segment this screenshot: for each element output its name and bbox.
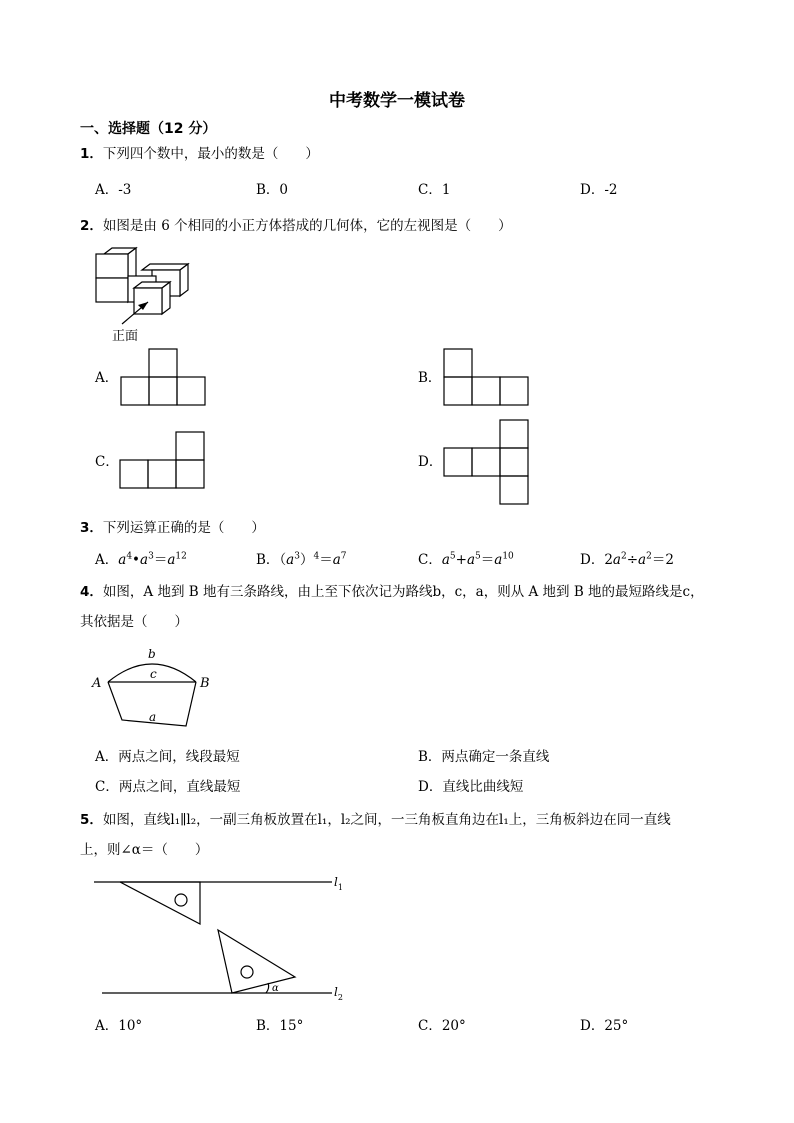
question-5 [80, 810, 740, 830]
q2-option-c[interactable]: C． [95, 454, 119, 470]
question-number: 5． [80, 812, 103, 828]
q3-option-b[interactable]: B．$(a^3)^4=a^7$ [256, 551, 347, 568]
route-b-label: b [148, 647, 156, 661]
q4-option-a[interactable]: A．两点之间，线段最短 [95, 749, 240, 765]
section-heading: 一、选择题（12 分） [80, 121, 217, 137]
q1-option-d[interactable]: D．-2 [580, 182, 618, 198]
q5-option-c[interactable]: C．20° [418, 1018, 466, 1034]
q5-option-b[interactable]: B．15° [256, 1018, 304, 1034]
question-4 [80, 582, 740, 602]
angle-alpha-label: α [272, 983, 279, 994]
q3-option-d[interactable]: D．$2a^2\div a^2=2$ [580, 551, 674, 568]
q1-option-b[interactable]: B．0 [256, 182, 289, 198]
route-figure [90, 644, 220, 734]
line-l2-label: $l_2$ [334, 985, 343, 1002]
question-5-line2: 上，则∠α＝（ ） [80, 842, 209, 858]
question-4-line2: 其依据是（ ） [80, 614, 188, 630]
q2-option-d-figure[interactable] [443, 418, 533, 506]
q1-option-a[interactable]: A．-3 [95, 182, 132, 198]
q2-option-a[interactable]: A． [95, 370, 119, 386]
question-text: 下列运算正确的是（ ） [102, 520, 265, 536]
q2-option-a-figure[interactable] [120, 347, 210, 409]
point-b-label: B [200, 676, 210, 691]
question-text-line1: 如图，直线l₁∥l₂，一副三角板放置在l₁，l₂之间，一三角板直角边在l₁上，三角板斜边在同一直线 [102, 812, 671, 828]
q3-option-a[interactable]: A．$a^4•a^3=a^{12}$ [95, 551, 187, 568]
q2-option-b[interactable]: B． [418, 370, 442, 386]
q3-option-c[interactable]: C．$a^5+a^5=a^{10}$ [418, 551, 514, 568]
question-number: 3． [80, 520, 103, 536]
question-1 [80, 144, 319, 164]
q4-option-d[interactable]: D．直线比曲线短 [418, 779, 524, 795]
q2-option-d[interactable]: D． [418, 454, 443, 470]
q4-option-c[interactable]: C．两点之间，直线最短 [95, 779, 241, 795]
question-text: 如图是由 6 个相同的小正方体搭成的几何体，它的左视图是（ ） [102, 218, 512, 234]
line-l1-label: $l_1$ [334, 875, 343, 892]
page-title: 中考数学一模试卷 [329, 91, 465, 111]
q5-option-a[interactable]: A．10° [95, 1018, 143, 1034]
question-number: 1． [80, 146, 103, 162]
question-text: 下列四个数中，最小的数是（ ） [102, 146, 319, 162]
question-3 [80, 518, 265, 538]
question-2 [80, 216, 512, 236]
question-text-line1: 如图，A 地到 B 地有三条路线，由上至下依次记为路线b，c，a，则从 A 地到 B 地的最短路线是c， [102, 584, 704, 600]
question-number: 4． [80, 584, 103, 600]
q4-option-b[interactable]: B．两点确定一条直线 [418, 749, 550, 765]
q2-option-c-figure[interactable] [119, 430, 209, 492]
point-a-label: A [92, 676, 102, 691]
q2-option-b-figure[interactable] [443, 347, 533, 409]
front-label: 正面 [112, 329, 139, 344]
q5-option-d[interactable]: D．25° [580, 1018, 629, 1034]
cube-figure [90, 244, 200, 344]
question-number: 2． [80, 218, 103, 234]
route-a-label: a [149, 710, 157, 724]
route-c-label: c [150, 667, 157, 681]
triangle-figure [90, 870, 360, 1010]
q1-option-c[interactable]: C．1 [418, 182, 451, 198]
